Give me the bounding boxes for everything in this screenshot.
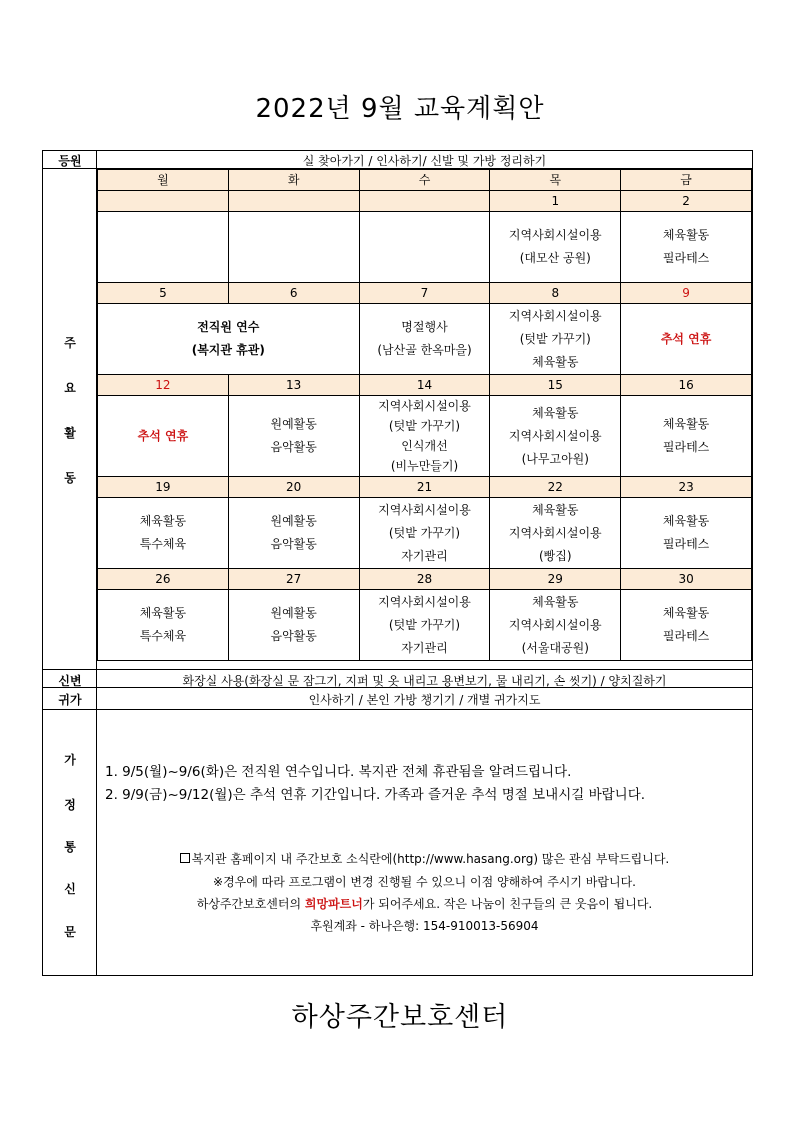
activity-line: 체육활동 <box>532 594 579 609</box>
activity-cell <box>98 498 229 569</box>
date <box>228 191 359 212</box>
activity-line: 특수체육 <box>139 629 187 643</box>
page-title: 2022년 9월 교육계획안 <box>255 94 545 124</box>
notice-box-icon <box>180 853 190 863</box>
partner-pre: 하상주간보호센터의 <box>196 897 305 911</box>
partner-post: 가 되어주세요. 작은 나눔이 친구들의 큰 웃음이 됩니다. <box>362 897 653 911</box>
date <box>359 191 490 212</box>
donation-account: 후원계좌 - 하나은행: 154-910013-56904 <box>310 919 539 933</box>
activity-line: 체육활동 <box>662 514 710 528</box>
date: 14 <box>359 375 490 396</box>
activity-line: 원예활동 <box>270 606 317 620</box>
activity-line: 추석 연휴 <box>660 331 712 346</box>
hygiene-text: 화장실 사용(화장실 문 잠그기, 지퍼 및 옷 내리고 용변보기, 물 내리기, 손 씻기) / 양치질하기 <box>182 674 667 688</box>
activity-cell <box>621 396 752 477</box>
arrival-row <box>43 151 752 169</box>
activity-line: 체육활동 <box>532 502 579 517</box>
weekday-header <box>98 170 752 191</box>
activity-line: 체육활동 <box>139 606 187 620</box>
activity-cell <box>359 396 490 477</box>
activity-line: 지역사회시설이용 <box>508 428 602 443</box>
activity-cell <box>490 212 621 283</box>
date: 16 <box>621 375 752 396</box>
arrival-text: 실 찾아가기 / 인사하기/ 신발 및 가방 정리하기 <box>302 154 547 168</box>
arrival-label: 등원 <box>58 154 82 168</box>
activity-line: (빵집) <box>539 548 572 563</box>
newsletter-label-4: 신 <box>64 882 76 896</box>
activity-line: 필라테스 <box>662 251 710 265</box>
change-notice: ※경우에 따라 프로그램이 변경 진행될 수 있으니 이점 양해하여 주시기 바랍니다. <box>213 875 636 889</box>
activity-line: (텃밭 가꾸기) <box>388 525 461 540</box>
activity-line: 인식개선 <box>401 439 448 453</box>
activity-line: 지역사회시설이용 <box>378 502 471 517</box>
activity-line: 음악활동 <box>270 537 317 551</box>
date: 13 <box>228 375 359 396</box>
activity-cell <box>228 212 359 283</box>
activity-line: 자기관리 <box>401 640 448 655</box>
activity-line: 체육활동 <box>662 228 710 242</box>
activity-cell <box>490 498 621 569</box>
activity-cell <box>490 396 621 477</box>
weekday-wed: 수 <box>359 170 490 191</box>
main-label-3: 활 <box>64 426 76 440</box>
activity-line: (복지관 휴관) <box>191 343 265 357</box>
activity-line: (텃밭 가꾸기) <box>388 617 461 632</box>
date: 29 <box>490 569 621 590</box>
main-label-2: 요 <box>64 381 76 395</box>
activity-cell <box>359 590 490 661</box>
activity-cell <box>228 590 359 661</box>
newsletter-label-3: 통 <box>64 840 76 854</box>
weekday-mon: 월 <box>98 170 229 191</box>
activity-line: 지역사회시설이용 <box>378 594 471 609</box>
activity-cell <box>228 396 359 477</box>
activity-cell <box>98 212 229 283</box>
date: 1 <box>490 191 621 212</box>
activity-cell <box>621 212 752 283</box>
departure-text: 인사하기 / 본인 가방 챙기기 / 개별 귀가지도 <box>308 693 541 707</box>
activity-cell <box>98 590 229 661</box>
date: 6 <box>228 283 359 304</box>
activity-line: 지역사회시설이용 <box>378 399 471 413</box>
activity-line: 체육활동 <box>532 405 579 420</box>
activity-cell <box>228 498 359 569</box>
holiday-cell <box>98 396 229 477</box>
newsletter-label-5: 문 <box>64 925 76 939</box>
activity-line: 자기관리 <box>401 548 448 563</box>
activity-row <box>98 498 752 569</box>
activity-line: 지역사회시설이용 <box>508 308 602 323</box>
main-label-1: 주 <box>64 336 76 350</box>
activity-line: 지역사회시설이용 <box>508 228 602 242</box>
activity-cell <box>490 590 621 661</box>
holiday-cell <box>621 304 752 375</box>
activity-cell <box>359 498 490 569</box>
activity-cell <box>359 304 490 375</box>
activity-row <box>98 590 752 661</box>
partner-info <box>96 895 753 912</box>
homepage-info <box>96 850 753 867</box>
date: 5 <box>98 283 229 304</box>
partner-highlight: 희망파트너 <box>304 897 363 911</box>
activity-line: 체육활동 <box>532 354 579 369</box>
date-holiday: 12 <box>98 375 229 396</box>
date: 21 <box>359 477 490 498</box>
activity-line: 전직원 연수 <box>197 320 260 334</box>
date: 28 <box>359 569 490 590</box>
activity-line: 체육활동 <box>139 514 187 528</box>
activity-cell <box>490 304 621 375</box>
date: 19 <box>98 477 229 498</box>
date: 23 <box>621 477 752 498</box>
homepage-text: 복지관 홈페이지 내 주간보호 소식란에(http://www.hasang.org) 많은 관심 부탁드립니다. <box>191 852 670 866</box>
activity-row <box>98 212 752 283</box>
date: 20 <box>228 477 359 498</box>
hygiene-row <box>43 670 752 688</box>
activity-row <box>98 396 752 477</box>
activity-line: (텃밭 가꾸기) <box>388 419 461 433</box>
activity-line: (비누만들기) <box>390 459 459 473</box>
center-name: 하상주간보호센터 <box>291 1002 509 1033</box>
date-row <box>98 191 752 212</box>
newsletter-label-1: 가 <box>64 753 76 767</box>
date: 27 <box>228 569 359 590</box>
activity-line: 지역사회시설이용 <box>508 617 602 632</box>
departure-label: 귀가 <box>58 693 82 707</box>
notice-1: 1. 9/5(월)~9/6(화)은 전직원 연수입니다. 복지관 전체 휴관됨을 알려드립니다. <box>105 764 572 780</box>
date: 15 <box>490 375 621 396</box>
activity-line: 필라테스 <box>662 629 710 643</box>
activity-line: 명절행사 <box>401 320 448 334</box>
activity-line: 필라테스 <box>662 440 710 454</box>
activity-row <box>98 304 752 375</box>
date: 8 <box>490 283 621 304</box>
date-row <box>98 283 752 304</box>
activity-cell <box>621 498 752 569</box>
staff-training-cell <box>98 304 360 375</box>
activity-line: 추석 연휴 <box>137 428 189 443</box>
activity-line: 체육활동 <box>662 606 710 620</box>
activity-line: 음악활동 <box>270 629 317 643</box>
weekday-thu: 목 <box>490 170 621 191</box>
date-row <box>98 375 752 396</box>
date: 7 <box>359 283 490 304</box>
notice-2: 2. 9/9(금)~9/12(월)은 추석 연휴 기간입니다. 가족과 즐거운 추석 명절 보내시길 바랍니다. <box>105 787 646 803</box>
date: 2 <box>621 191 752 212</box>
activity-line: (서울대공원) <box>521 640 589 655</box>
departure-row <box>43 688 752 710</box>
activity-line: 체육활동 <box>662 417 710 431</box>
weekday-fri: 금 <box>621 170 752 191</box>
calendar <box>97 169 752 661</box>
date-row <box>98 477 752 498</box>
hygiene-label: 신변 <box>58 674 82 688</box>
activity-line: 지역사회시설이용 <box>508 525 602 540</box>
activity-line: (텃밭 가꾸기) <box>519 331 591 346</box>
activity-line: 음악활동 <box>270 440 317 454</box>
activity-line: 원예활동 <box>270 514 317 528</box>
activity-cell <box>359 212 490 283</box>
date: 26 <box>98 569 229 590</box>
activity-line: 원예활동 <box>270 417 317 431</box>
date-row <box>98 569 752 590</box>
activity-line: (남산골 한옥마을) <box>377 343 472 357</box>
activity-cell <box>621 590 752 661</box>
date: 22 <box>490 477 621 498</box>
activity-line: 필라테스 <box>662 537 710 551</box>
activity-line: (나무고아원) <box>521 451 589 466</box>
activity-line: (대모산 공원) <box>519 251 591 265</box>
activity-line: 특수체육 <box>139 537 187 551</box>
date-holiday: 9 <box>621 283 752 304</box>
main-label-4: 동 <box>64 471 76 485</box>
weekday-tue: 화 <box>228 170 359 191</box>
date: 30 <box>621 569 752 590</box>
date <box>98 191 229 212</box>
newsletter-label-2: 정 <box>64 798 76 812</box>
